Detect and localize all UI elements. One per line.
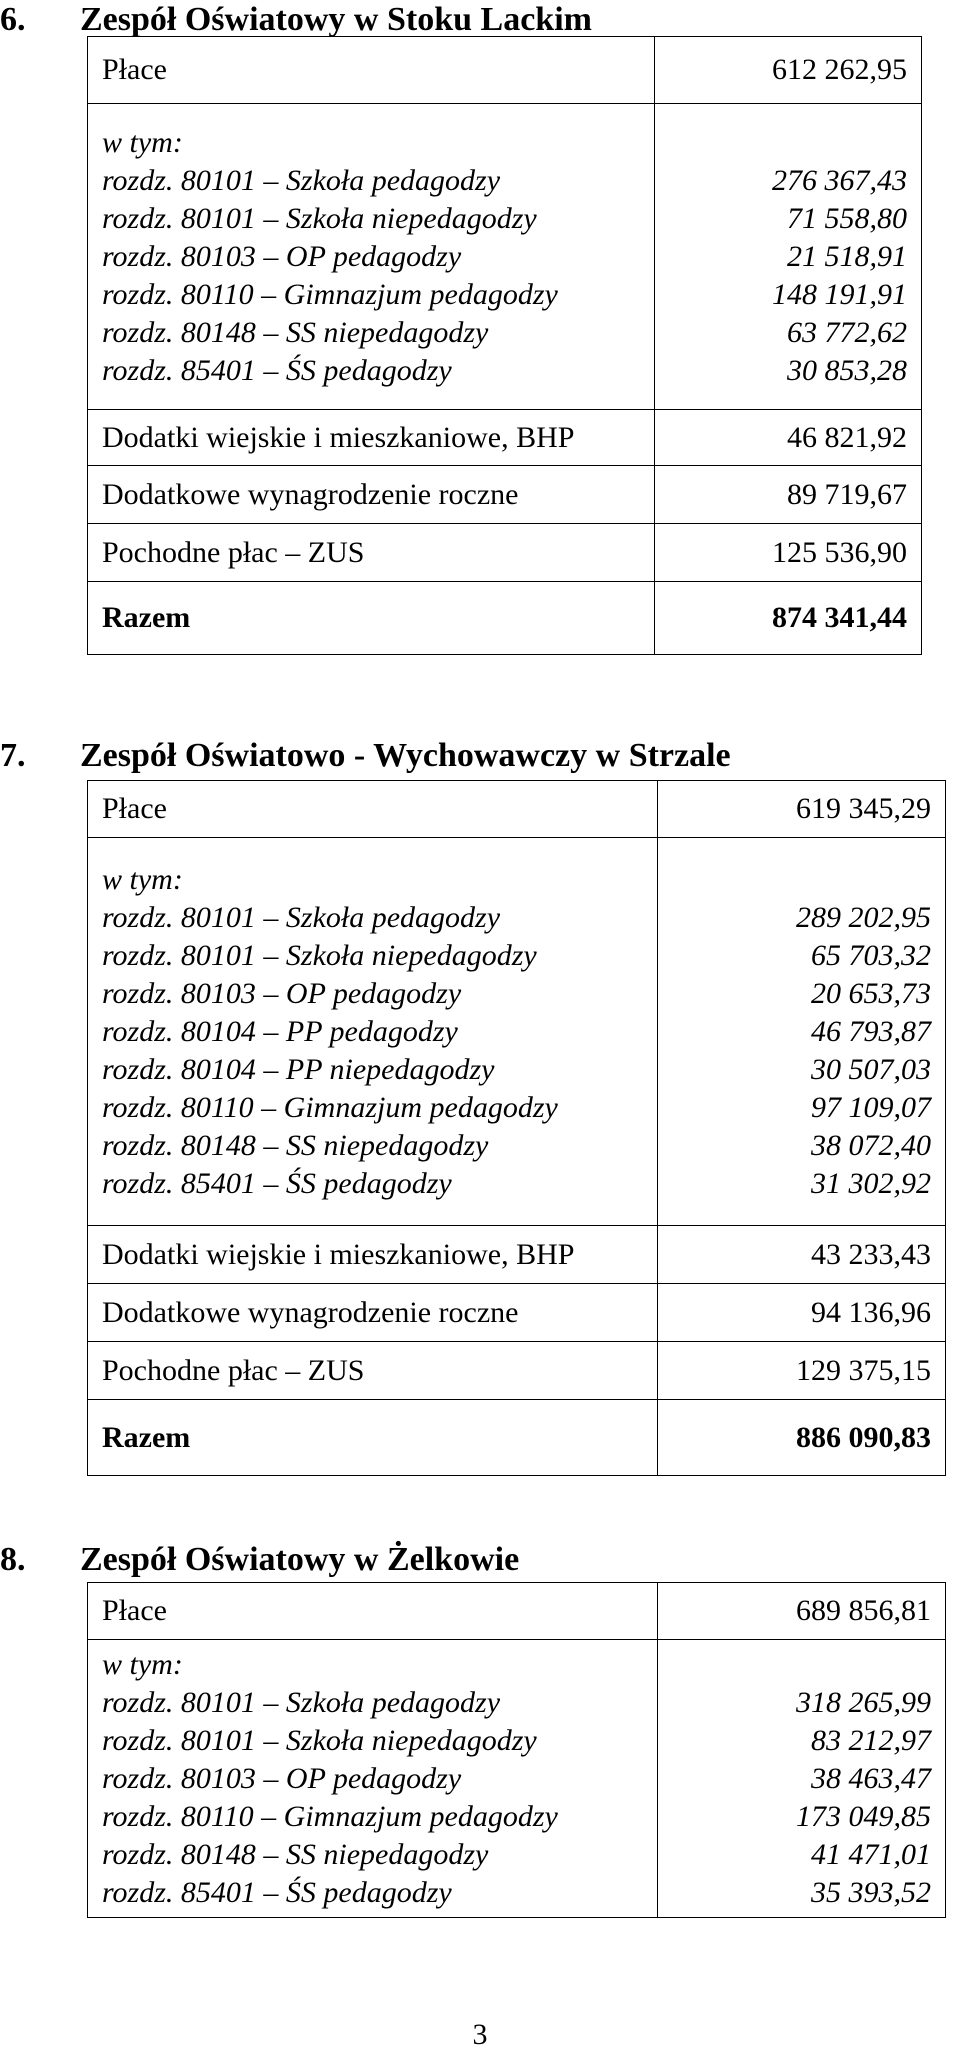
detail-value: 21 518,91 [787,239,907,273]
total-label: Razem [88,1400,658,1476]
section-7-table [87,780,946,1476]
section-title: Zespół Oświatowy w Stoku Lackim [80,1,592,38]
detail-label: rozdz. 80103 – OP pedagodzy [102,239,462,273]
detail-value: 30 853,28 [787,353,907,387]
row-value: 89 719,67 [655,466,922,524]
row-value: 129 375,15 [658,1342,946,1400]
detail-value: 41 471,01 [811,1837,931,1871]
detail-row [88,1640,946,1918]
detail-labels [88,104,655,410]
summary-row [88,1226,946,1284]
summary-row [88,410,922,466]
detail-label: rozdz. 80103 – OP pedagodzy [102,976,462,1010]
detail-value: 289 202,95 [796,900,931,934]
detail-label: rozdz. 80110 – Gimnazjum pedagodzy [102,1799,558,1833]
row-label: Dodatkowe wynagrodzenie roczne [88,1284,658,1342]
detail-label: rozdz. 80148 – SS niepedagodzy [102,315,489,349]
place-value: 612 262,95 [655,37,922,104]
place-label: Płace [88,1583,658,1640]
detail-value: 63 772,62 [787,315,907,349]
row-label: Dodatki wiejskie i mieszkaniowe, BHP [88,1226,658,1284]
detail-label: rozdz. 80101 – Szkoła niepedagodzy [102,1723,537,1757]
wtym-label: w tym: [102,125,183,159]
detail-values [658,1640,946,1918]
detail-value: 97 109,07 [811,1090,931,1124]
section-7-heading [0,736,731,776]
detail-label: rozdz. 80101 – Szkoła niepedagodzy [102,201,537,235]
detail-labels [88,838,658,1226]
wtym-label: w tym: [102,1647,183,1681]
detail-row [88,104,922,410]
detail-label: rozdz. 80148 – SS niepedagodzy [102,1128,489,1162]
section-8-heading [0,1540,519,1580]
place-row [88,781,946,838]
detail-value: 83 212,97 [811,1723,931,1757]
row-label: Pochodne płac – ZUS [88,1342,658,1400]
section-6-table [87,36,922,655]
total-row [88,1400,946,1476]
detail-labels [88,1640,658,1918]
detail-value: 38 072,40 [811,1128,931,1162]
detail-label: rozdz. 80110 – Gimnazjum pedagodzy [102,1090,558,1124]
detail-label: rozdz. 85401 – ŚS pedagodzy [102,353,452,387]
row-label: Dodatkowe wynagrodzenie roczne [88,466,655,524]
detail-label: rozdz. 80103 – OP pedagodzy [102,1761,462,1795]
detail-value: 31 302,92 [811,1166,931,1200]
detail-label: rozdz. 80101 – Szkoła pedagodzy [102,1685,501,1719]
summary-row [88,524,922,582]
detail-values [655,104,922,410]
detail-value: 71 558,80 [787,201,907,235]
section-8-table [87,1582,946,1918]
row-label: Pochodne płac – ZUS [88,524,655,582]
detail-value: 318 265,99 [796,1685,931,1719]
place-row [88,37,922,104]
detail-label: rozdz. 80101 – Szkoła pedagodzy [102,900,501,934]
detail-value: 30 507,03 [811,1052,931,1086]
detail-row [88,838,946,1226]
place-label: Płace [88,37,655,104]
row-label: Dodatki wiejskie i mieszkaniowe, BHP [88,410,655,466]
total-row [88,582,922,655]
detail-label: rozdz. 80101 – Szkoła niepedagodzy [102,938,537,972]
detail-label: rozdz. 85401 – ŚS pedagodzy [102,1875,452,1909]
row-value: 125 536,90 [655,524,922,582]
summary-row [88,1284,946,1342]
section-6-heading [0,0,592,40]
total-value: 874 341,44 [655,582,922,655]
section-title: Zespół Oświatowo - Wychowawczy w Strzale [80,737,731,774]
section-number: 8. [0,1541,26,1578]
section-title: Zespół Oświatowy w Żelkowie [80,1541,520,1578]
detail-values [658,838,946,1226]
detail-value: 46 793,87 [811,1014,931,1048]
row-value: 46 821,92 [655,410,922,466]
row-value: 94 136,96 [658,1284,946,1342]
detail-value: 38 463,47 [811,1761,931,1795]
detail-label: rozdz. 85401 – ŚS pedagodzy [102,1166,452,1200]
wtym-label: w tym: [102,862,183,896]
place-value: 689 856,81 [658,1583,946,1640]
total-label: Razem [88,582,655,655]
row-value: 43 233,43 [658,1226,946,1284]
place-value: 619 345,29 [658,781,946,838]
detail-value: 35 393,52 [811,1875,931,1909]
detail-label: rozdz. 80104 – PP pedagodzy [102,1014,458,1048]
detail-label: rozdz. 80101 – Szkoła pedagodzy [102,163,501,197]
place-row [88,1583,946,1640]
section-number: 7. [0,737,26,774]
section-number: 6. [0,1,26,38]
detail-value: 173 049,85 [796,1799,931,1833]
page-number: 3 [472,2018,488,2051]
detail-value: 276 367,43 [772,163,907,197]
summary-row [88,466,922,524]
detail-value: 20 653,73 [811,976,931,1010]
detail-value: 148 191,91 [772,277,907,311]
detail-label: rozdz. 80110 – Gimnazjum pedagodzy [102,277,558,311]
detail-label: rozdz. 80148 – SS niepedagodzy [102,1837,489,1871]
detail-value: 65 703,32 [811,938,931,972]
place-label: Płace [88,781,658,838]
summary-row [88,1342,946,1400]
total-value: 886 090,83 [658,1400,946,1476]
detail-label: rozdz. 80104 – PP niepedagodzy [102,1052,495,1086]
